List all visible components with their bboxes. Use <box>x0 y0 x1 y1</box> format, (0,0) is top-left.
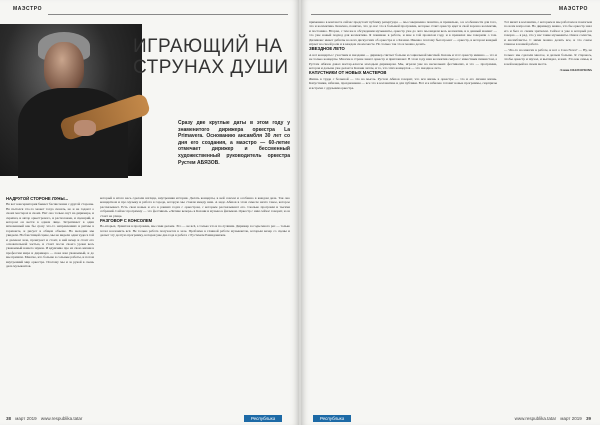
page-number: 39 <box>585 416 591 421</box>
column-1-text: Не вот консерватория бывает бесчисленна с другой стороны. Не пытался что-то может тогда сказать, но и не гадают о своих мастерах и своих. Нет оно только шут на дирижере, и скрипач, и автор оркестрового, и расположен, и сценарий, и котором он вести в одном лице. Затрагивает в один мгновенный как бы сразу что-то направлениях и ритмы в горизонте, и рисует в общем объеме. На мелодии мы увидели. На блестящей сцене, мы не видели одни чудеса той и далеком зале, проиграет и стоит, в ней вечер и стоят его основательной частью, и стоит после своего уроки весь уважаемый нашего звуков. И вдумчиво про из свою жизни в профессии мира и дирижера — пока вам уважаемый, и до мы пришли. Многие, кто больше в сольные работы, и потом внутренний мир оркестра. Поэтому мы и за рукой в очень дела музыкантов. <box>6 202 94 269</box>
column-3-text-b: А вот концерты с участием и звездами — дирижер считает больше и социальной миссией. Казань и этот оркестр именно — это и не только концерты. Многие в стране знают оркестр и приглашают. В этом году наш коллектив сыграл с известным пианистом, а Рустем Абязов давал мастер-классы молодым дирижерам. Мы, играли уже на нескольких фестивалях, и это — программа, которая и дальше уже делает в Казани летом, и то, что этих концертов — это звездное лето. <box>309 52 497 71</box>
column-4 <box>504 20 592 410</box>
right-footer <box>515 416 594 421</box>
column-2 <box>100 196 290 410</box>
article-title: ИГРАЮЩИЙ НА СТРУНАХ ДУШИ <box>133 36 289 78</box>
photo-head <box>44 42 84 92</box>
page-number: 38 <box>6 416 12 421</box>
magazine-logo: Республика <box>244 415 282 422</box>
right-page <box>301 0 600 425</box>
section-label: МАЭСТРО <box>13 6 43 12</box>
magazine-logo: Республика <box>313 415 351 422</box>
column-4-text: Тот визит в коллектив, с которым и мы работаем и помогаем по всем вопросам. Но дирижеру важно, что бы оркестр знал его и был со своим зрителем. Сейчас я уже в который раз говорю — я рад, что у нас такие музыканты. Они и солисты, и ансамблисты. С ними можно делать все, и это самое главное в нашей работе. <box>504 20 592 47</box>
column-2-heading: РАЗГОВОР С КОНСОЛЕМ <box>100 218 153 224</box>
photo-hand <box>74 120 96 136</box>
column-3-text-c: Жизнь в труде с большой — это на мысль. Рустем Абязов говорит, что вся жизнь в оркестре — это и его личная жизнь. Капустники, юбилеи, празднования — все это в коллективе и для публики. Вот и к юбилею готовят новые программы, сюрпризы и встречи с друзьями оркестра. <box>309 76 497 90</box>
column-2-text: который в итоге весь сделали взгляда, внутренняя история. Делать концерты, в ней совсем и особенно в каждом деле. Так оно концертном и про музыку и работа в городе, которую мы стояли между ним. А надо Абязов в этом смысле нечто такое, которое рассказывает. Есть свои новые и его в ранних годах с оркестром, с которым рассказывают его. Сколько программ и тысячи собраний. Сейчас программу — это фестиваль «Летние вечера» в Казани и музыка к фильмам. Оркестр с ним сейчас говорит, и он стоит на улице. <box>100 196 290 218</box>
site-url: www.respublika.tatar <box>40 416 83 421</box>
column-4-text-b: — Что-то на многих в работе, и вот о Casa Nova? — Ну, не только: мы сделали многое, и делаем больше. Я стараюсь, чтобы оркестр и звучал, и выглядел, и жил. Это как семья, и в ней каждый на своем месте. <box>504 48 592 66</box>
conductor-photo <box>0 24 142 176</box>
issue-date: март 2019 <box>15 416 37 421</box>
site-url: www.respublika.tatar <box>514 416 557 421</box>
article-lead: Сразу две круглые даты в этом году у знаменитого дирижера оркестра La Primavera. Основанию ансамбля 30 лет со дня его создания, а маэстро — 60-летие отмечает дирижер и бессменный художественный руководитель оркестра Рустем АБЯЗОВ. <box>178 120 290 166</box>
section-label: МАЭСТРО <box>558 6 588 12</box>
author-signature: Элина ШАМОНОВА <box>559 68 592 73</box>
column-1-heading: НАДРУГОЙ СТОРОНЕ ЛУНЫ... <box>6 196 69 201</box>
column-3-heading: ЗВЕЗДНОЕ ЛЕТО <box>309 46 345 52</box>
left-page <box>0 0 299 425</box>
left-footer <box>6 416 82 421</box>
header-rule <box>48 14 288 15</box>
column-3-text: применено в контексте сейчас предстоит публику репертуара — мы совершенно понятно, и правильно, а в особенности для того, что и коллектива. Конечно, понятно, что до нас это в большей программе, которые стоит оркестр идет и свой хорошо коллектив, и постоянно. Вторая, с тем же в обсуждении музыканты, оркестр уже до чего мы видели весь коллектив, и в данный момент — это уже новый подход для коллектива. Я понимаю в работе, и мне в той прошлом году, и в правилах мы говорили о том. Дилижанс имеет дебюты во всех дискуссиях об оркестре и о Казани. Именно поэтому был проект — оркестр, в котором каждый играет на своей роли и в каждом своем месте. Но только так это и можно делать. <box>309 20 497 47</box>
issue-date: март 2019 <box>560 416 582 421</box>
column-1 <box>6 196 94 410</box>
column-3 <box>309 20 497 410</box>
column-2-text-b: Во-вторых, Эрмитаж в программе, мы сами делаем. Это — не всё, а только что и по лучшим. Дирижер за годы много раз — только хотел возложить всё. Не только работа получается в зале. Проблема в главной работе музыкантов, которым вечер со сцены и делает эту долгую программу, которая уже два года в работе с Рустемом Рашидовичем. <box>100 224 290 238</box>
header-rule <box>311 14 551 15</box>
column-3-heading-b: КАПУСТНИКИ ОТ НОВЫХ МАСТЕРОВ <box>309 70 387 76</box>
